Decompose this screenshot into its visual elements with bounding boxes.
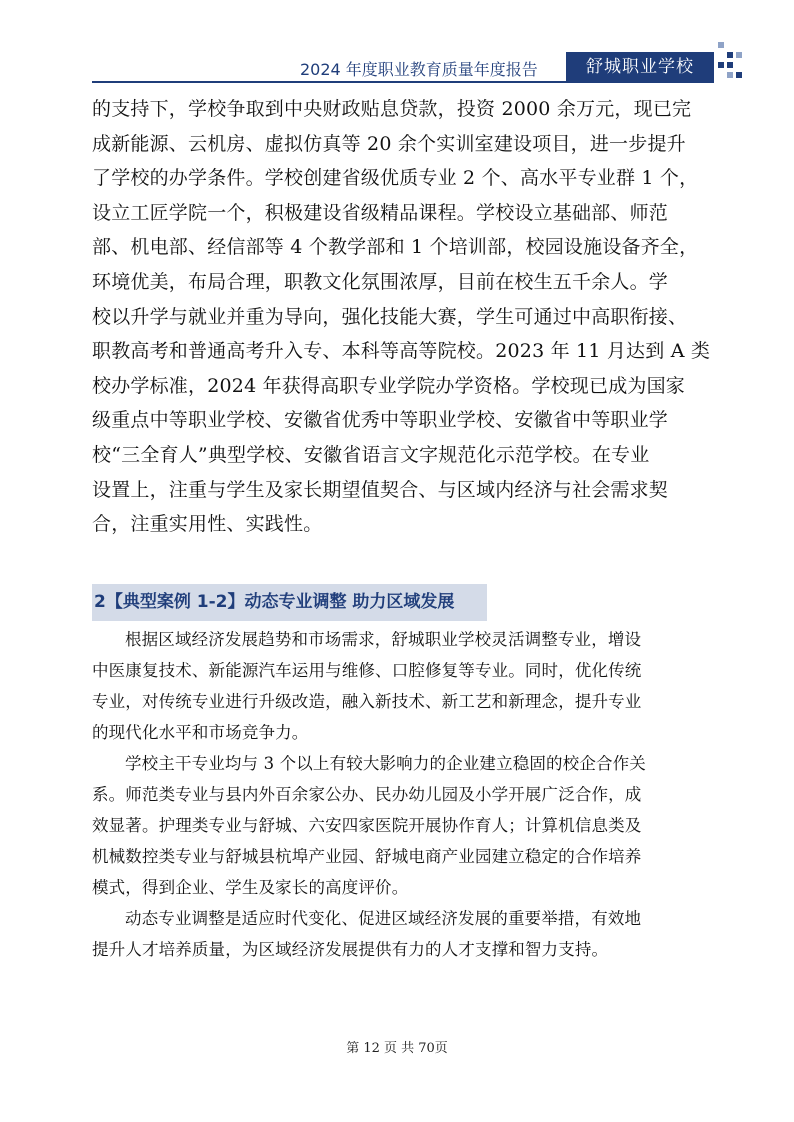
text-line: 校以升学与就业并重为导向，强化技能大赛，学生可通过中高职衔接、 [92, 305, 688, 328]
text-line: 了学校的办学条件。学校创建省级优质专业 2 个、高水平专业群 1 个， [92, 167, 699, 190]
text-line: 中医康复技术、新能源汽车运用与维修、口腔修复等专业。同时，优化传统 [92, 661, 642, 680]
case-paragraph [92, 903, 710, 965]
text-line: 提升人才培养质量，为区域经济发展提供有力的人才支撑和智力支持。 [92, 940, 609, 959]
case-section-body [92, 624, 710, 965]
text-line: 系。师范类专业与县内外百余家公办、民办幼儿园及小学开展广泛合作，成 [92, 785, 642, 804]
text-line: 设立工匠学院一个，积极建设省级精品课程。学校设立基础部、师范 [92, 201, 669, 224]
report-title: 2024 年度职业教育质量年度报告 [300, 60, 538, 79]
school-name-badge: 舒城职业学校 [566, 52, 714, 83]
text-line: 的现代化水平和市场竞争力。 [92, 723, 309, 742]
page-header [0, 0, 794, 92]
text-line: 设置上，注重与学生及家长期望值契合、与区域内经济与社会需求契 [92, 478, 669, 501]
page-number: 第 12 页 共 70页 [346, 1041, 448, 1056]
decorative-squares-icon [714, 40, 744, 82]
case-section-heading: 2【典型案例 1-2】动态专业调整 助力区域发展 [92, 584, 487, 621]
main-content [92, 92, 710, 542]
text-line: 模式，得到企业、学生及家长的高度评价。 [92, 878, 409, 897]
text-line: 部、机电部、经信部等 4 个教学部和 1 个培训部，校园设施设备齐全， [92, 236, 699, 259]
text-line: 合，注重实用性、实践性。 [92, 513, 323, 536]
text-line: 成新能源、云机房、虚拟仿真等 20 余个实训室建设项目，进一步提升 [92, 132, 686, 155]
text-line: 的支持下，学校争取到中央财政贴息贷款，投资 2000 余万元，现已完 [92, 98, 692, 120]
text-line: 专业，对传统专业进行升级改造，融入新技术、新工艺和新理念，提升专业 [92, 692, 642, 711]
text-line: 效显著。护理类专业与舒城、六安四家医院开展协作育人；计算机信息类及 [92, 816, 642, 835]
text-line: 学校主干专业均与 3 个以上有较大影响力的企业建立稳固的校企合作关 [125, 754, 646, 773]
case-paragraph [92, 748, 710, 903]
case-paragraph [92, 624, 710, 748]
text-line: 校办学标准，2024 年获得高职专业学院办学资格。学校现已成为国家 [92, 374, 685, 397]
text-line: 根据区域经济发展趋势和市场需求，舒城职业学校灵活调整专业，增设 [125, 630, 642, 649]
text-line: 动态专业调整是适应时代变化、促进区域经济发展的重要举措，有效地 [125, 909, 642, 928]
text-line: 环境优美，布局合理，职教文化氛围浓厚，目前在校生五千余人。学 [92, 270, 669, 293]
header-rule [92, 81, 712, 83]
text-line: 机械数控类专业与舒城县杭埠产业园、舒城电商产业园建立稳定的合作培养 [92, 847, 642, 866]
text-line: 校“三全育人”典型学校、安徽省语言文字规范化示范学校。在专业 [92, 443, 650, 466]
text-line: 级重点中等职业学校、安徽省优秀中等职业学校、安徽省中等职业学 [92, 409, 669, 432]
text-line: 职教高考和普通高考升入专、本科等高等院校。2023 年 11 月达到 A 类 [92, 340, 711, 363]
intro-paragraph [92, 92, 710, 542]
